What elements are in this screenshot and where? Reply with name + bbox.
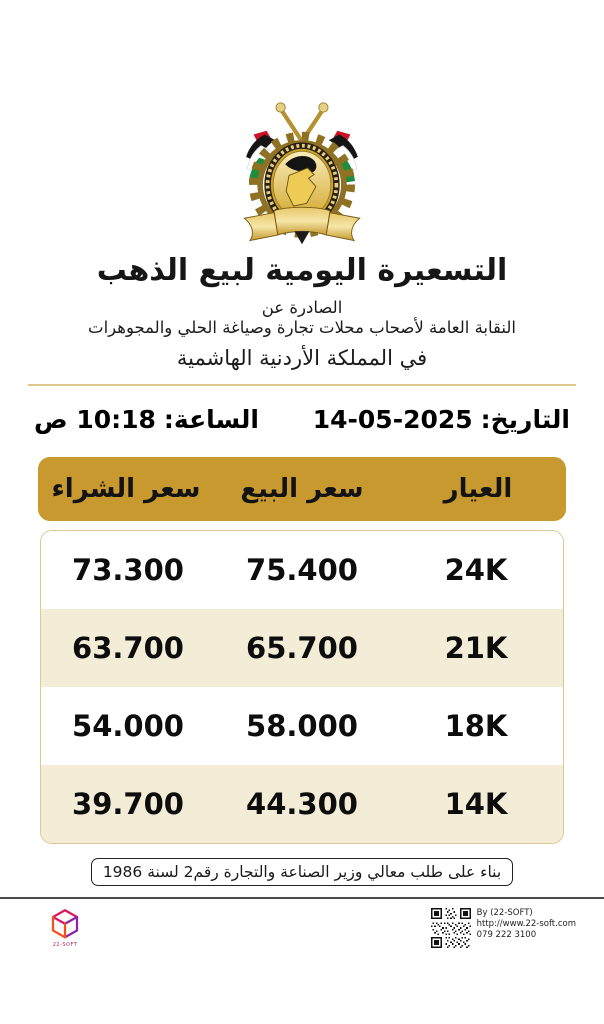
buy-price-value: 54.000	[72, 709, 184, 744]
credit-by: By (22-SOFT)	[476, 908, 533, 919]
price-table-body	[40, 530, 564, 844]
buy-price-value: 39.700	[72, 787, 184, 822]
table-row-14k	[41, 765, 563, 843]
buy-price-value: 73.300	[72, 553, 184, 588]
time-group	[34, 405, 259, 434]
issued-by-line: الصادرة عن	[261, 297, 343, 317]
date-value: 14-05-2025	[312, 405, 473, 435]
table-row-18k	[41, 687, 563, 765]
column-buy-price: سعر الشراء	[51, 474, 201, 505]
table-row-21k	[41, 609, 563, 687]
footer-bar	[0, 899, 604, 948]
syndicate-emblem-icon	[227, 88, 377, 248]
credit-phone: 079 222 3100	[476, 930, 537, 941]
qr-code-icon	[431, 908, 471, 948]
soft-logo-caption: 22-SOFT	[52, 942, 78, 949]
sell-price-value: 44.300	[246, 787, 358, 822]
country-line: في المملكة الأردنية الهاشمية	[176, 346, 428, 371]
date-label: التاريخ:	[480, 405, 570, 435]
ministerial-note: بناء على طلب معالي وزير الصناعة والتجارة رقم2 لسنة 1986	[91, 858, 513, 886]
table-row-24k	[41, 531, 563, 609]
price-table-header	[38, 457, 566, 521]
soft-company-logo	[44, 908, 86, 948]
karat-value: 21K	[444, 631, 508, 666]
date-group	[313, 405, 570, 434]
column-sell-price: سعر البيع	[240, 474, 364, 505]
syndicate-name: النقابة العامة لأصحاب محلات تجارة وصياغة الحلي والمجوهرات	[88, 318, 516, 338]
datetime-row	[0, 405, 604, 434]
page-title: التسعيرة اليومية لبيع الذهب	[96, 253, 508, 288]
time-value: 10:18 ص	[34, 405, 156, 435]
karat-value: 24K	[444, 553, 508, 588]
sell-price-value: 58.000	[246, 709, 358, 744]
karat-value: 18K	[444, 709, 508, 744]
credit-url: http://www.22-soft.com	[476, 919, 576, 930]
buy-price-value: 63.700	[72, 631, 184, 666]
karat-value: 14K	[444, 787, 508, 822]
sell-price-value: 75.400	[246, 553, 358, 588]
developer-credit	[431, 908, 576, 948]
column-karat: العيار	[443, 474, 513, 505]
gold-divider	[28, 384, 576, 386]
time-label: الساعة:	[163, 405, 259, 435]
sell-price-value: 65.700	[246, 631, 358, 666]
cube-logo-icon	[50, 908, 80, 941]
